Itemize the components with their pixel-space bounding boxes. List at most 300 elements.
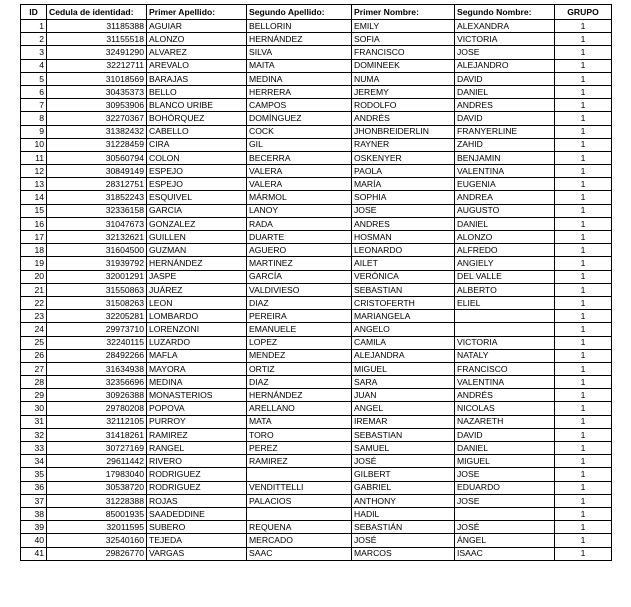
- header-row: [21, 5, 612, 20]
- cell-grupo: 1: [555, 125, 612, 138]
- cell-primer-nombre: MIGUEL: [352, 362, 455, 375]
- cell-segundo-nombre: DANIEL: [455, 217, 555, 230]
- table-row: [21, 85, 612, 98]
- cell-grupo: 1: [555, 46, 612, 59]
- cell-id: 27: [21, 362, 47, 375]
- cell-segundo-apellido: VALDIVIESO: [247, 283, 352, 296]
- cell-cedula: 31228459: [47, 138, 147, 151]
- table-row: [21, 178, 612, 191]
- cell-id: 18: [21, 244, 47, 257]
- table-row: [21, 191, 612, 204]
- cell-segundo-nombre: NAZARETH: [455, 415, 555, 428]
- cell-primer-apellido: ESPEJO: [147, 165, 247, 178]
- cell-primer-apellido: ESQUIVEL: [147, 191, 247, 204]
- table-row: [21, 125, 612, 138]
- cell-segundo-apellido: TORO: [247, 428, 352, 441]
- student-table: [20, 4, 612, 561]
- cell-cedula: 31939792: [47, 257, 147, 270]
- cell-id: 41: [21, 547, 47, 560]
- cell-primer-apellido: RODRIGUEZ: [147, 481, 247, 494]
- cell-segundo-nombre: NATALY: [455, 349, 555, 362]
- cell-grupo: 1: [555, 165, 612, 178]
- cell-segundo-nombre: DAVID: [455, 112, 555, 125]
- cell-grupo: 1: [555, 323, 612, 336]
- cell-segundo-nombre: VALENTINA: [455, 165, 555, 178]
- cell-segundo-apellido: PEREZ: [247, 442, 352, 455]
- cell-segundo-nombre: DAVID: [455, 72, 555, 85]
- table-row: [21, 99, 612, 112]
- cell-id: 28: [21, 376, 47, 389]
- cell-segundo-nombre: ALEXANDRA: [455, 20, 555, 33]
- cell-cedula: 32240115: [47, 336, 147, 349]
- cell-id: 16: [21, 217, 47, 230]
- cell-grupo: 1: [555, 362, 612, 375]
- cell-grupo: 1: [555, 244, 612, 257]
- cell-segundo-apellido: RAMIREZ: [247, 455, 352, 468]
- cell-cedula: 31228388: [47, 494, 147, 507]
- cell-id: 11: [21, 151, 47, 164]
- cell-segundo-apellido: DOMÍNGUEZ: [247, 112, 352, 125]
- cell-segundo-nombre: VICTORIA: [455, 336, 555, 349]
- cell-segundo-apellido: SAAC: [247, 547, 352, 560]
- cell-segundo-apellido: [247, 468, 352, 481]
- cell-grupo: 1: [555, 481, 612, 494]
- cell-primer-nombre: EMILY: [352, 20, 455, 33]
- cell-primer-apellido: CABELLO: [147, 125, 247, 138]
- cell-primer-apellido: COLON: [147, 151, 247, 164]
- cell-segundo-apellido: HERRERA: [247, 85, 352, 98]
- cell-cedula: 32132621: [47, 231, 147, 244]
- cell-grupo: 1: [555, 428, 612, 441]
- cell-primer-apellido: AREVALO: [147, 59, 247, 72]
- cell-cedula: 31018569: [47, 72, 147, 85]
- cell-primer-nombre: CRISTOFERTH: [352, 296, 455, 309]
- cell-cedula: 85001935: [47, 507, 147, 520]
- cell-cedula: 29826770: [47, 547, 147, 560]
- cell-primer-nombre: GILBERT: [352, 468, 455, 481]
- table-row: [21, 455, 612, 468]
- cell-primer-nombre: JOSÉ: [352, 455, 455, 468]
- table-row: [21, 481, 612, 494]
- cell-segundo-nombre: VALENTINA: [455, 376, 555, 389]
- cell-primer-apellido: GUILLEN: [147, 231, 247, 244]
- cell-cedula: 31155518: [47, 33, 147, 46]
- cell-id: 9: [21, 125, 47, 138]
- cell-segundo-nombre: ANDREA: [455, 191, 555, 204]
- cell-id: 29: [21, 389, 47, 402]
- cell-cedula: 30435373: [47, 85, 147, 98]
- cell-primer-apellido: ALONZO: [147, 33, 247, 46]
- cell-primer-nombre: RODOLFO: [352, 99, 455, 112]
- cell-segundo-apellido: [247, 507, 352, 520]
- cell-cedula: 29780208: [47, 402, 147, 415]
- cell-cedula: 30560794: [47, 151, 147, 164]
- cell-cedula: 31382432: [47, 125, 147, 138]
- cell-id: 23: [21, 310, 47, 323]
- table-row: [21, 151, 612, 164]
- table-row: [21, 20, 612, 33]
- cell-segundo-apellido: REQUENA: [247, 521, 352, 534]
- cell-cedula: 31185388: [47, 20, 147, 33]
- cell-primer-nombre: JEREMY: [352, 85, 455, 98]
- cell-segundo-nombre: MIGUEL: [455, 455, 555, 468]
- table-row: [21, 323, 612, 336]
- cell-segundo-apellido: ARELLANO: [247, 402, 352, 415]
- cell-segundo-nombre: VICTORIA: [455, 33, 555, 46]
- cell-grupo: 1: [555, 99, 612, 112]
- table-row: [21, 59, 612, 72]
- cell-id: 39: [21, 521, 47, 534]
- cell-segundo-apellido: BELLORIN: [247, 20, 352, 33]
- cell-segundo-nombre: ANDRÉS: [455, 389, 555, 402]
- cell-primer-nombre: IREMAR: [352, 415, 455, 428]
- cell-grupo: 1: [555, 455, 612, 468]
- cell-segundo-apellido: DIAZ: [247, 296, 352, 309]
- cell-primer-nombre: ANTHONY: [352, 494, 455, 507]
- cell-id: 14: [21, 191, 47, 204]
- cell-primer-apellido: JASPE: [147, 270, 247, 283]
- table-row: [21, 402, 612, 415]
- cell-cedula: 30953906: [47, 99, 147, 112]
- cell-segundo-nombre: JOSE: [455, 494, 555, 507]
- cell-primer-apellido: BELLO: [147, 85, 247, 98]
- cell-segundo-nombre: [455, 507, 555, 520]
- cell-primer-nombre: ANDRES: [352, 217, 455, 230]
- cell-segundo-apellido: PEREIRA: [247, 310, 352, 323]
- cell-primer-apellido: RAMIREZ: [147, 428, 247, 441]
- cell-grupo: 1: [555, 72, 612, 85]
- cell-id: 1: [21, 20, 47, 33]
- cell-grupo: 1: [555, 494, 612, 507]
- cell-cedula: 32205281: [47, 310, 147, 323]
- cell-primer-nombre: SOPHIA: [352, 191, 455, 204]
- cell-primer-nombre: GABRIEL: [352, 481, 455, 494]
- cell-primer-apellido: SUBERO: [147, 521, 247, 534]
- header-primer-nombre: Primer Nombre:: [352, 5, 455, 20]
- cell-cedula: 31047673: [47, 217, 147, 230]
- cell-segundo-apellido: MAITA: [247, 59, 352, 72]
- cell-cedula: 31852243: [47, 191, 147, 204]
- cell-cedula: 32212711: [47, 59, 147, 72]
- cell-grupo: 1: [555, 231, 612, 244]
- cell-cedula: 17983040: [47, 468, 147, 481]
- cell-primer-apellido: BARAJAS: [147, 72, 247, 85]
- cell-grupo: 1: [555, 217, 612, 230]
- cell-id: 32: [21, 428, 47, 441]
- cell-segundo-apellido: VALERA: [247, 165, 352, 178]
- cell-primer-nombre: MARIANGELA: [352, 310, 455, 323]
- header-segundo-apellido: Segundo Apellido:: [247, 5, 352, 20]
- cell-id: 25: [21, 336, 47, 349]
- cell-grupo: 1: [555, 112, 612, 125]
- cell-cedula: 30538720: [47, 481, 147, 494]
- cell-primer-apellido: JUÁREZ: [147, 283, 247, 296]
- cell-segundo-apellido: MENDEZ: [247, 349, 352, 362]
- cell-primer-apellido: VARGAS: [147, 547, 247, 560]
- cell-grupo: 1: [555, 442, 612, 455]
- cell-segundo-nombre: [455, 323, 555, 336]
- cell-segundo-nombre: EDUARDO: [455, 481, 555, 494]
- cell-segundo-apellido: DUARTE: [247, 231, 352, 244]
- cell-grupo: 1: [555, 521, 612, 534]
- cell-primer-apellido: GUZMAN: [147, 244, 247, 257]
- cell-primer-nombre: ALEJANDRA: [352, 349, 455, 362]
- cell-primer-nombre: ANGELO: [352, 323, 455, 336]
- cell-grupo: 1: [555, 151, 612, 164]
- cell-primer-apellido: HERNÁNDEZ: [147, 257, 247, 270]
- cell-id: 40: [21, 534, 47, 547]
- table-row: [21, 217, 612, 230]
- cell-primer-nombre: JOSÉ: [352, 534, 455, 547]
- cell-primer-apellido: POPOVA: [147, 402, 247, 415]
- cell-cedula: 30849149: [47, 165, 147, 178]
- header-cedula: Cedula de identidad:: [47, 5, 147, 20]
- cell-primer-nombre: OSKENYER: [352, 151, 455, 164]
- cell-primer-nombre: HOSMAN: [352, 231, 455, 244]
- cell-cedula: 29973710: [47, 323, 147, 336]
- cell-primer-apellido: LEON: [147, 296, 247, 309]
- cell-id: 35: [21, 468, 47, 481]
- table-row: [21, 165, 612, 178]
- cell-cedula: 31604500: [47, 244, 147, 257]
- table-row: [21, 362, 612, 375]
- cell-segundo-nombre: JOSE: [455, 46, 555, 59]
- table-row: [21, 296, 612, 309]
- table-row: [21, 336, 612, 349]
- cell-primer-nombre: DOMINEEK: [352, 59, 455, 72]
- cell-id: 8: [21, 112, 47, 125]
- cell-grupo: 1: [555, 296, 612, 309]
- cell-id: 34: [21, 455, 47, 468]
- cell-grupo: 1: [555, 33, 612, 46]
- cell-primer-nombre: PAOLA: [352, 165, 455, 178]
- cell-segundo-apellido: BECERRA: [247, 151, 352, 164]
- table-row: [21, 231, 612, 244]
- header-segundo-nombre: Segundo Nombre:: [455, 5, 555, 20]
- table-row: [21, 534, 612, 547]
- cell-primer-nombre: VERÓNICA: [352, 270, 455, 283]
- cell-primer-nombre: SEBASTIAN: [352, 428, 455, 441]
- cell-segundo-nombre: [455, 310, 555, 323]
- cell-segundo-apellido: PALACIOS: [247, 494, 352, 507]
- cell-segundo-nombre: ALEJANDRO: [455, 59, 555, 72]
- cell-id: 5: [21, 72, 47, 85]
- cell-primer-nombre: SAMUEL: [352, 442, 455, 455]
- cell-primer-nombre: SEBASTIÁN: [352, 521, 455, 534]
- cell-cedula: 31418261: [47, 428, 147, 441]
- cell-primer-nombre: ANDRÉS: [352, 112, 455, 125]
- cell-cedula: 32001291: [47, 270, 147, 283]
- cell-grupo: 1: [555, 468, 612, 481]
- cell-cedula: 32112105: [47, 415, 147, 428]
- cell-primer-apellido: CIRA: [147, 138, 247, 151]
- cell-primer-nombre: JUAN: [352, 389, 455, 402]
- cell-segundo-apellido: DIAZ: [247, 376, 352, 389]
- cell-segundo-apellido: VENDITTELLI: [247, 481, 352, 494]
- cell-segundo-apellido: MATA: [247, 415, 352, 428]
- table-row: [21, 138, 612, 151]
- cell-primer-apellido: TEJEDA: [147, 534, 247, 547]
- cell-grupo: 1: [555, 389, 612, 402]
- table-row: [21, 521, 612, 534]
- cell-primer-apellido: RIVERO: [147, 455, 247, 468]
- cell-grupo: 1: [555, 415, 612, 428]
- cell-id: 24: [21, 323, 47, 336]
- cell-grupo: 1: [555, 85, 612, 98]
- cell-cedula: 30727169: [47, 442, 147, 455]
- table-row: [21, 547, 612, 560]
- cell-grupo: 1: [555, 534, 612, 547]
- cell-grupo: 1: [555, 270, 612, 283]
- cell-primer-nombre: SOFIA: [352, 33, 455, 46]
- cell-segundo-nombre: NICOLAS: [455, 402, 555, 415]
- cell-primer-nombre: LEONARDO: [352, 244, 455, 257]
- cell-grupo: 1: [555, 310, 612, 323]
- cell-segundo-apellido: GIL: [247, 138, 352, 151]
- cell-primer-apellido: MEDINA: [147, 376, 247, 389]
- cell-id: 36: [21, 481, 47, 494]
- cell-primer-apellido: AGUIAR: [147, 20, 247, 33]
- cell-primer-apellido: LORENZONI: [147, 323, 247, 336]
- cell-id: 33: [21, 442, 47, 455]
- cell-segundo-apellido: LOPEZ: [247, 336, 352, 349]
- cell-primer-nombre: FRANCISCO: [352, 46, 455, 59]
- cell-grupo: 1: [555, 349, 612, 362]
- table-row: [21, 494, 612, 507]
- cell-cedula: 28492266: [47, 349, 147, 362]
- cell-segundo-nombre: DEL VALLE: [455, 270, 555, 283]
- cell-grupo: 1: [555, 336, 612, 349]
- cell-segundo-apellido: RADA: [247, 217, 352, 230]
- cell-id: 6: [21, 85, 47, 98]
- cell-segundo-apellido: HERNÁNDEZ: [247, 389, 352, 402]
- cell-primer-nombre: JHONBREIDERLIN: [352, 125, 455, 138]
- cell-segundo-apellido: AGUERO: [247, 244, 352, 257]
- cell-segundo-apellido: MARTINEZ: [247, 257, 352, 270]
- cell-grupo: 1: [555, 257, 612, 270]
- cell-segundo-nombre: ISAAC: [455, 547, 555, 560]
- cell-segundo-nombre: FRANYERLINE: [455, 125, 555, 138]
- table-row: [21, 507, 612, 520]
- cell-primer-nombre: SARA: [352, 376, 455, 389]
- cell-cedula: 32356696: [47, 376, 147, 389]
- cell-primer-apellido: RANGEL: [147, 442, 247, 455]
- table-row: [21, 270, 612, 283]
- cell-segundo-apellido: EMANUELE: [247, 323, 352, 336]
- cell-segundo-nombre: ÁNGEL: [455, 534, 555, 547]
- cell-cedula: 31508263: [47, 296, 147, 309]
- cell-id: 17: [21, 231, 47, 244]
- cell-primer-apellido: LOMBARDO: [147, 310, 247, 323]
- cell-grupo: 1: [555, 547, 612, 560]
- cell-id: 4: [21, 59, 47, 72]
- cell-primer-nombre: NUMA: [352, 72, 455, 85]
- cell-segundo-apellido: ORTIZ: [247, 362, 352, 375]
- table-row: [21, 244, 612, 257]
- cell-primer-apellido: RODRIGUEZ: [147, 468, 247, 481]
- cell-primer-apellido: MONASTERIOS: [147, 389, 247, 402]
- cell-cedula: 29611442: [47, 455, 147, 468]
- cell-segundo-nombre: JOSE: [455, 468, 555, 481]
- cell-primer-nombre: AILET: [352, 257, 455, 270]
- cell-segundo-nombre: AUGUSTO: [455, 204, 555, 217]
- table-row: [21, 415, 612, 428]
- cell-id: 22: [21, 296, 47, 309]
- cell-segundo-apellido: CAMPOS: [247, 99, 352, 112]
- cell-grupo: 1: [555, 204, 612, 217]
- cell-primer-nombre: HADIL: [352, 507, 455, 520]
- header-id: ID: [21, 5, 47, 20]
- cell-segundo-nombre: EUGENIA: [455, 178, 555, 191]
- cell-segundo-nombre: DAVID: [455, 428, 555, 441]
- cell-segundo-nombre: ALFREDO: [455, 244, 555, 257]
- cell-primer-nombre: CAMILA: [352, 336, 455, 349]
- table-row: [21, 389, 612, 402]
- cell-cedula: 32336158: [47, 204, 147, 217]
- cell-grupo: 1: [555, 376, 612, 389]
- cell-grupo: 1: [555, 191, 612, 204]
- cell-primer-nombre: ANGEL: [352, 402, 455, 415]
- table-row: [21, 257, 612, 270]
- table-row: [21, 310, 612, 323]
- table-row: [21, 33, 612, 46]
- cell-grupo: 1: [555, 178, 612, 191]
- cell-primer-apellido: MAFLA: [147, 349, 247, 362]
- cell-cedula: 28312751: [47, 178, 147, 191]
- cell-id: 21: [21, 283, 47, 296]
- cell-grupo: 1: [555, 20, 612, 33]
- cell-id: 38: [21, 507, 47, 520]
- cell-segundo-apellido: COCK: [247, 125, 352, 138]
- cell-cedula: 31634938: [47, 362, 147, 375]
- cell-primer-apellido: GARCIA: [147, 204, 247, 217]
- table-row: [21, 442, 612, 455]
- cell-primer-apellido: GONZALEZ: [147, 217, 247, 230]
- cell-grupo: 1: [555, 283, 612, 296]
- cell-segundo-apellido: MEDINA: [247, 72, 352, 85]
- cell-primer-apellido: BOHÓRQUEZ: [147, 112, 247, 125]
- cell-id: 10: [21, 138, 47, 151]
- table-row: [21, 204, 612, 217]
- cell-segundo-nombre: ALBERTO: [455, 283, 555, 296]
- cell-segundo-apellido: SILVA: [247, 46, 352, 59]
- cell-segundo-nombre: ELIEL: [455, 296, 555, 309]
- cell-segundo-apellido: MÁRMOL: [247, 191, 352, 204]
- cell-segundo-apellido: LANOY: [247, 204, 352, 217]
- cell-segundo-nombre: DANIEL: [455, 442, 555, 455]
- cell-primer-apellido: ALVAREZ: [147, 46, 247, 59]
- cell-segundo-nombre: DANIEL: [455, 85, 555, 98]
- cell-primer-nombre: MARCOS: [352, 547, 455, 560]
- cell-id: 26: [21, 349, 47, 362]
- cell-primer-apellido: ROJAS: [147, 494, 247, 507]
- cell-primer-apellido: LUZARDO: [147, 336, 247, 349]
- table-row: [21, 46, 612, 59]
- cell-id: 20: [21, 270, 47, 283]
- cell-id: 7: [21, 99, 47, 112]
- cell-primer-nombre: RAYNER: [352, 138, 455, 151]
- cell-segundo-apellido: HERNÁNDEZ: [247, 33, 352, 46]
- cell-segundo-apellido: MERCADO: [247, 534, 352, 547]
- cell-segundo-apellido: VALERA: [247, 178, 352, 191]
- cell-segundo-nombre: BENJAMIN: [455, 151, 555, 164]
- cell-grupo: 1: [555, 402, 612, 415]
- cell-primer-nombre: SEBASTIAN: [352, 283, 455, 296]
- cell-segundo-apellido: GARCÍA: [247, 270, 352, 283]
- cell-grupo: 1: [555, 138, 612, 151]
- cell-id: 37: [21, 494, 47, 507]
- cell-grupo: 1: [555, 59, 612, 72]
